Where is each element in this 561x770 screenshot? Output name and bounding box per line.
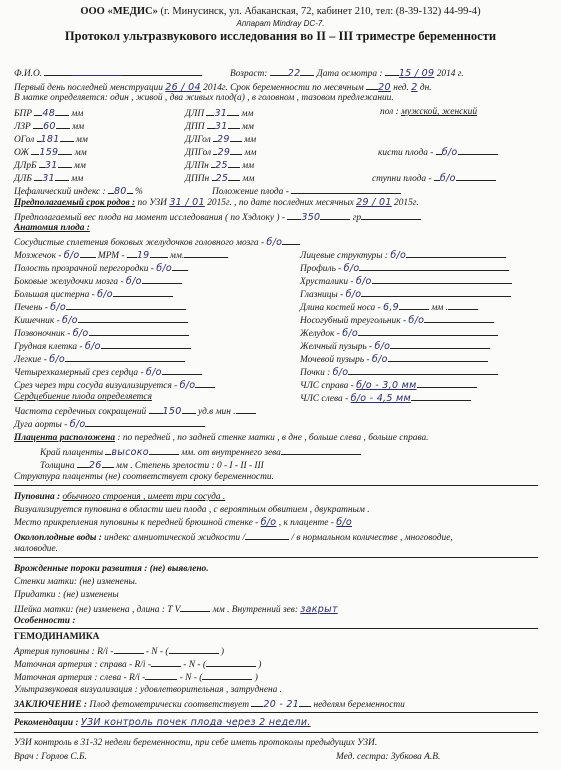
placenta-edge-label: Край плаценты [40,448,104,458]
septum-row [14,261,188,275]
heart4-label: Четырехкамерный срез сердца - [14,368,144,378]
chest-row [14,339,191,353]
oj-value: 159 [39,147,59,158]
clinic-name: ООО «МЕДИС» [80,6,158,17]
ventricles-value: б/о [125,276,142,287]
ventricles-row [14,274,182,288]
dpp-label: ДПП [185,122,205,132]
lmp-year: 2014г. [203,83,228,93]
placenta-maturity: 0 - I - II - III [216,461,264,471]
cord-artery-row [14,644,224,658]
conclusion-label: ЗАКЛЮЧЕНИЕ : [14,700,88,710]
ceph-label: Цефалический индекс : [14,187,106,197]
dlrb-row [14,158,86,172]
dlb-unit: мм [71,174,84,184]
cord-entanglement: Визуализируется пуповина в области шеи плода , с вероятным обвитием , двукратным . [14,505,370,515]
orbits-row [300,287,511,301]
ceph-value: 80 [113,186,127,197]
face-row [300,248,506,262]
hr-label: Частота сердечных сокращений [14,407,147,417]
by-lmp-label: , по дате последних месячных [234,198,354,208]
septum-value: б/о [156,263,173,274]
lzr-value: 60 [43,121,56,132]
position-row [212,184,401,198]
cord-structure: обычного строения , имеет три сосуда . [62,492,226,502]
dlp-unit: мм [241,109,254,119]
lens-value: б/о [355,276,372,287]
fluid-text: индекс амниотической жидкости / [104,533,246,543]
divider-1 [14,485,538,486]
bpr-label: БПР [14,109,33,119]
cerebellum-value: б/о [63,250,80,261]
recommend-value: УЗИ контроль почек плода через 2 недели. [80,717,311,728]
gallbladder-value: б/о [374,341,391,352]
arch-value: б/о [69,419,86,430]
nasal-bone-value: 6,9 [383,302,400,313]
fio-label: Ф.И.О. [14,69,43,79]
dlp-label: ДЛП [185,109,205,119]
divider-5 [14,732,538,733]
age-row [230,66,464,80]
cord-insertion-label: Место прикрепления пуповины к передней брюшной стенке - [14,518,259,528]
dlpn-label: ДЛПн [185,161,209,171]
uterine-l-label: Маточная артерия : слева - R/i - [14,673,146,683]
liver-value: б/о [50,302,66,313]
pelvis-l-row [300,391,471,405]
due-date-label: Предполагаемый срок родов : [14,198,136,208]
og-value: 181 [40,134,60,145]
recommend-row [14,717,311,729]
dpp-row [185,119,254,133]
profile-label: Профиль - [300,264,342,274]
face-label: Лицевые структуры : [300,251,389,261]
dlgol-unit: мм [244,135,257,145]
pelvis-l-label: ЧЛС слева - [300,394,349,404]
conclusion-suffix: неделям беременности [313,700,405,710]
bowel-row [14,313,188,327]
cord-insertion-value: б/о [260,517,277,528]
pelvis-r-value: б/о - 3,0 мм [356,380,417,391]
lens-label: Хрусталики - [300,277,354,287]
dlp-value: 31 [214,108,228,119]
stomach-label: Желудок - [300,329,340,339]
bladder-label: Мочевой пузырь - [300,355,370,365]
cervix-value: закрыт [300,604,338,615]
hands-value: б/о [441,147,458,158]
dlb-row [14,171,83,185]
oj-label: ОЖ [14,148,30,158]
placenta-thickness-row [40,458,264,472]
page-title: Протокол ультразвукового исследования во II – III триместре беременности [64,29,497,43]
chest-value: б/о [84,341,101,352]
bowel-value: б/о [62,315,78,326]
dlgol-value: 29 [217,134,230,145]
cord-artery-close: ) [220,647,224,657]
placenta-location-row [14,432,428,444]
placenta-thickness-suffix: мм . Степень зрелости : [115,461,215,471]
mrm-label: МРМ - [97,251,125,261]
nasal-bone-label: Длина костей носа - [300,303,381,313]
uterine-r-row [14,657,261,671]
lmp-value: 26 / 04 [165,82,201,93]
cerebellum-row [14,248,228,262]
dpp-value: 31 [214,121,228,132]
septum-label: Полость прозрачной перегородки - [14,264,154,274]
plexus-value: б/о [266,237,283,248]
og-unit: мм [75,135,88,145]
apparatus-line: Аппарат Mindray DC-7. [236,19,325,28]
due-date-row [14,197,419,209]
fio-row [14,66,202,80]
spine-row [14,326,189,340]
hr-value: 150 [162,406,182,417]
fluid-row [14,530,453,544]
weight-label: Предполагаемый вес плода на момент исследования ( по Хэдлоку ) - [14,213,285,223]
dppn-row [185,171,255,185]
by-lmp-year: 2015г. [394,198,419,208]
divider-3 [14,628,538,629]
weeks-unit: нед. [393,83,409,93]
clinic-address: (г. Минусинск, ул. Абаканская, 72, кабинет 210, тел: (8-39-132) 44-99-4) [160,6,481,17]
weight-unit: гр [352,213,362,223]
exam-year: 2014 г. [436,69,464,79]
conclusion-value: 20 - 21 [263,699,300,710]
footer-line: УЗИ контроль в 31-32 недели беременности, при себе иметь протоколы предыдущих УЗИ. [14,738,378,748]
hands-row [378,145,498,159]
uterine-r-label: Маточная артерия : справа - R/i - [14,660,151,670]
hr-row [14,404,256,418]
age-value: 22 [287,68,301,79]
by-us-label: по УЗИ [137,198,167,208]
sex-row [380,106,477,118]
gallbladder-row [300,339,490,353]
profile-value: б/о [343,263,360,274]
dlrb-value: 31 [44,160,58,171]
cervix-mm: мм . Внутренний зев: [212,605,298,615]
dppn-value: 25 [215,173,229,184]
cervix-row [14,602,338,616]
doctor-line: Врач : Горлов С.Б. [14,752,87,762]
dppn-label: ДППн [185,174,210,184]
orbits-value: б/о [345,289,362,300]
liver-row [14,300,186,314]
cistern-label: Большая цистерна - [14,290,95,300]
placenta-edge-value: высоко [111,447,149,458]
three-vessels-label: Срез через три сосуда визуализируется - [14,381,178,391]
three-vessels-row [14,378,215,392]
og-label: ОГол [14,135,35,145]
stomach-value: б/о [342,328,359,339]
weight-value: 350 [301,212,321,223]
dpgol-label: ДПГол [185,148,212,158]
nasolabial-value: б/о [408,315,425,326]
dlrb-unit: мм [73,161,86,171]
uterine-l-close: ) [254,673,258,683]
lungs-value: б/о [49,354,65,365]
ceph-unit: % [135,187,143,197]
nasal-bone-row [300,300,478,314]
oj-row [14,145,87,159]
fluid-text3: маловодие. [14,544,59,554]
bpr-row [14,106,83,120]
hands-label: кисти плода - [378,148,434,158]
conclusion-row [14,697,405,711]
term-label: Срок беременности по месячным [230,83,364,93]
dpp-unit: мм [241,122,254,132]
lzr-row [14,119,84,133]
by-us-year: 2015г. [207,198,232,208]
lzr-unit: мм [72,122,85,132]
placenta-thickness-value: 26 [88,460,102,471]
hr-unit: уд.в мин . [197,407,236,417]
liver-label: Печень - [14,303,48,313]
dlpn-row [185,158,254,172]
placenta-thickness-label: Толщина [40,461,75,471]
dpgol-unit: мм [244,148,257,158]
bowel-label: Кишечник - [14,316,60,326]
placenta-location-text: : по передней , по задней стенке матки , в дне , больше слева , больше справа. [117,433,429,443]
lungs-row [14,352,185,366]
ceph-row [14,184,143,198]
clinic-header [0,6,561,18]
features-label: Особенности : [14,616,76,626]
uterus-walls-line: Стенки матки: (не) изменены. [14,577,138,587]
defects-line: Врожденные пороки развития : (не) выявлено. [14,564,209,574]
nasolabial-label: Носогубный треугольник - [300,316,407,326]
sex-label: пол : [380,107,399,117]
divider-4 [14,712,538,713]
dlb-label: ДЛБ [14,174,32,184]
spine-value: б/о [72,328,89,339]
cistern-value: б/о [97,289,113,300]
kidneys-value: б/о [332,367,349,378]
nasal-bone-unit: мм . [431,303,449,313]
uterine-l-row [14,670,258,684]
placenta-edge-suffix: мм. от внутреннего зева [181,448,281,458]
cord-row [14,491,225,503]
dlpn-value: 25 [215,160,228,171]
nurse-line: Мед. сестра: Зубкова А.В. [336,752,441,762]
profile-row [300,261,509,275]
plexus-label: Сосудистые сплетения боковых желудочков головного мозга - [14,238,265,248]
dpgol-value: 29 [217,147,231,158]
orbits-label: Глазницы - [300,290,344,300]
bpr-value: 48 [42,108,56,119]
placenta-edge-row [40,445,361,459]
heart4-value: б/о [145,367,162,378]
pelvis-r-label: ЧЛС справа - [300,381,354,391]
bladder-row [300,352,488,366]
kidneys-label: Почки : [300,368,331,378]
oj-unit: мм [74,148,87,158]
uterus-line: В матке определяется: один , живой , два живых плод(а) , в головном , тазовом предлежании. [14,93,394,103]
placenta-structure: Структура плаценты (не) соответствует сроку беременности. [14,472,274,482]
adnexa-line: Придатки : (не) изменены [14,590,119,600]
mrm-unit: мм. [169,251,185,261]
uterine-r-close: ) [258,660,262,670]
anatomy-title: Анатомия плода : [14,223,90,233]
heart4-row [14,365,202,379]
hemo-title: ГЕМОДИНАМИКА [14,632,100,642]
term-days: 2 [411,82,418,93]
cervix-tv: T V [167,605,181,615]
cistern-row [14,287,173,301]
cord-insertion-row [14,517,352,529]
chest-label: Грудная клетка - [14,342,83,352]
dlgol-label: ДЛГол [185,135,211,145]
cord-artery-label: Артерия пуповины : R/i - [14,647,114,657]
bladder-value: б/о [371,354,388,365]
mrm-value: 19 [136,250,150,261]
dlrb-label: ДЛрБ [14,161,37,171]
term-weeks: 20 [378,82,391,93]
cord-artery-n: - N - ( [145,647,169,657]
feet-label: ступни плода - [372,174,432,184]
fluid-text2: / в нормальном количестве , многоводие, [291,533,453,543]
fio-scribble [72,67,122,76]
cord-label: Пуповина : [14,492,61,502]
days-unit: дн. [419,83,432,93]
nasolabial-row [300,313,494,327]
bpr-unit: мм [71,109,84,119]
exam-date-label: Дата осмотра : [316,69,383,79]
cervix-label: Шейка матки: (не) изменена , длина : [14,605,165,615]
lmp-label: Первый день последней менструации [14,83,163,93]
cord-placenta-label: , к плаценте - [278,518,334,528]
dlb-value: 31 [42,173,55,184]
exam-date-value: 15 / 09 [398,68,435,79]
cord-placenta-value: б/о [336,517,352,528]
divider-2 [14,557,538,558]
ventricles-label: Боковые желудочки мозга - [14,277,124,287]
pelvis-r-row [300,378,477,392]
feet-value: б/о [439,173,456,184]
dpgol-row [185,145,256,159]
lzr-label: ЛЗР [14,122,31,132]
lungs-label: Легкие - [14,355,47,365]
heartbeat-row: Сердцебиение плода определяется [14,392,152,402]
by-lmp-value: 29 / 01 [356,197,392,208]
kidneys-row [300,365,498,379]
visual-line: Ультразвуковая визуализация : удовлетворительная , затруднена . [14,685,283,695]
plexus-row [14,235,300,249]
dlpn-unit: мм [242,161,255,171]
three-vessels-value: б/о [179,380,196,391]
cerebellum-label: Мозжечок - [14,251,62,261]
position-label: Положение плода - [212,187,289,197]
recommend-label: Рекомендации : [14,718,79,728]
og-row [14,132,88,146]
conclusion-text: Плод фетометрически соответствует [89,700,249,710]
uterine-r-n: - N - ( [183,660,206,670]
dppn-unit: мм [242,174,255,184]
fluid-label: Околоплодные воды : [14,533,102,543]
age-label: Возраст: [230,69,268,79]
dlgol-row [185,132,256,146]
uterine-l-n: - N - ( [179,673,203,683]
placenta-location-label: Плацента расположена [14,433,116,443]
arch-label: Дуга аорты - [14,420,68,430]
dlp-row [185,106,253,120]
sex-value: мужской, женский [401,107,478,117]
lens-row [300,274,512,288]
spine-label: Позвоночник - [14,329,71,339]
feet-row [372,171,496,185]
pelvis-l-value: б/о - 4,5 мм [350,393,411,404]
by-us-value: 31 / 01 [169,197,205,208]
arch-row [14,417,205,431]
gallbladder-label: Желчный пузырь - [300,342,373,352]
stomach-row [300,326,498,340]
face-value: б/о [390,250,407,261]
